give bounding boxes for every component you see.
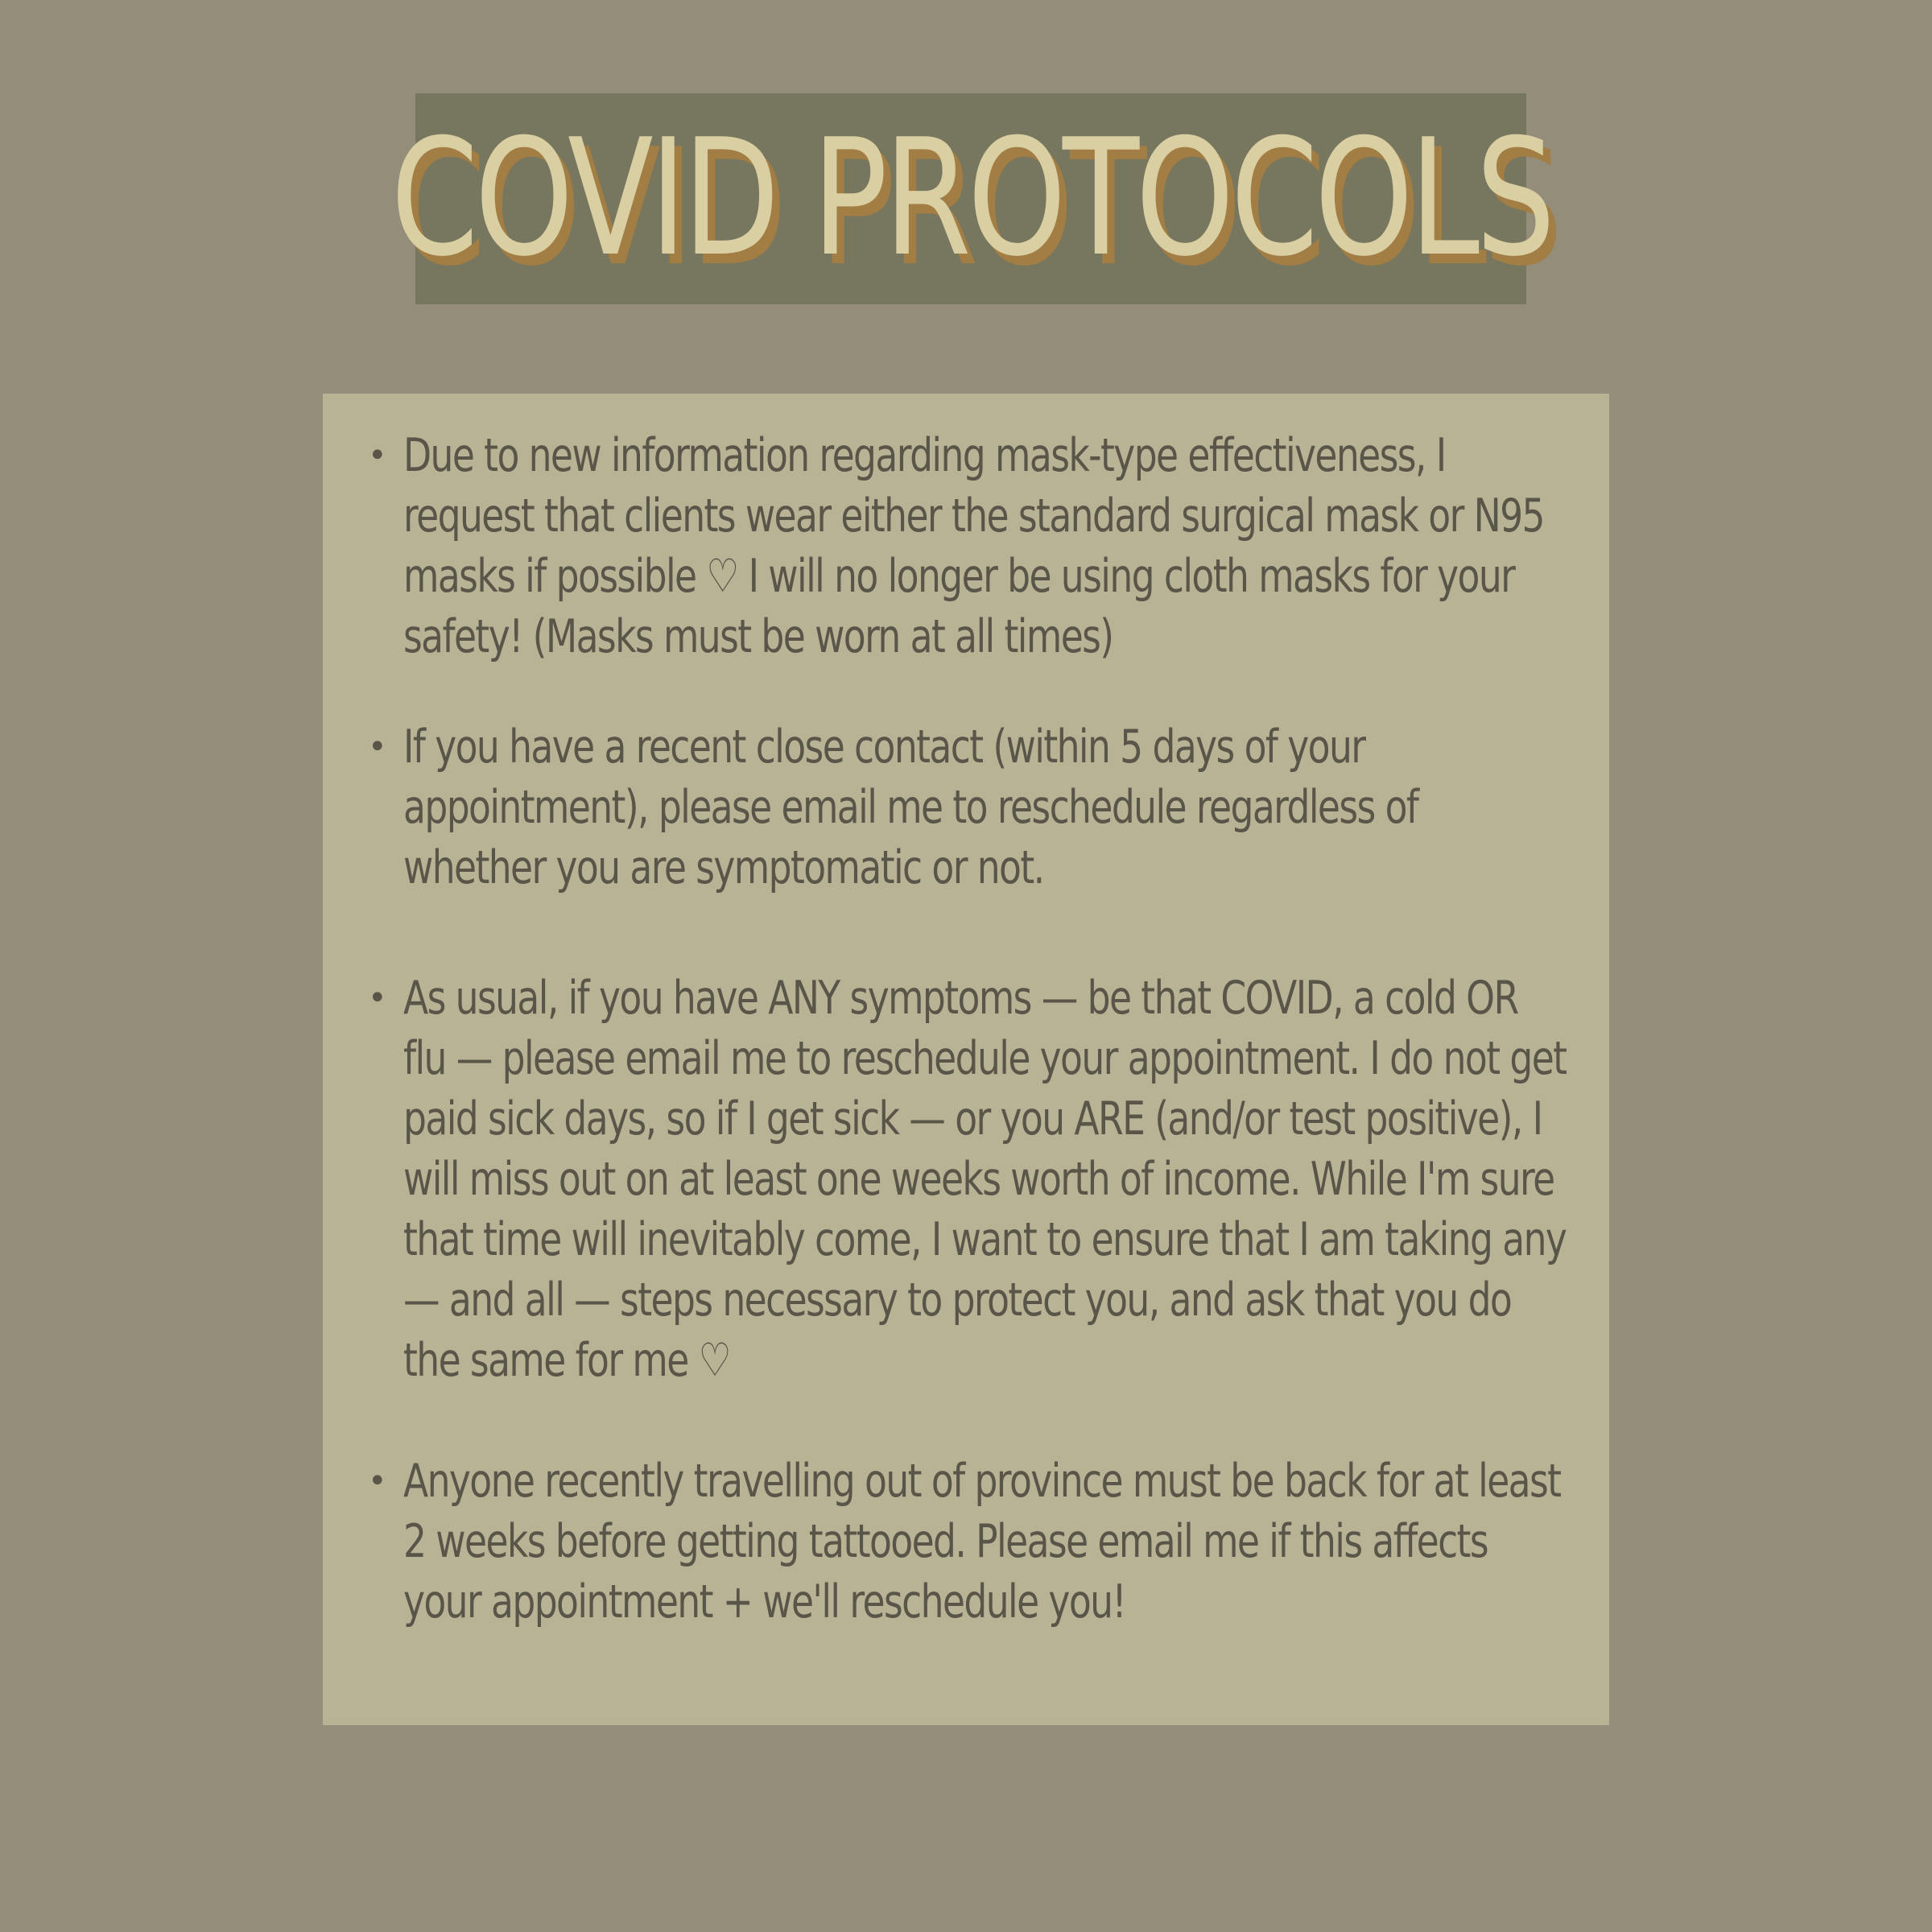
protocol-text: As usual, if you have ANY symptoms — be that COVID, a cold OR flu — please email me to reschedule your appointment. I do not get paid sick days, so if I get sick — or you ARE (and/or test positive), I will miss out on at least one weeks worth of income. While I'm sure that time will inevitably come, I want to ensure that I am taking any — and all — steps necessary to protect you, and ask that you do the same for me ♡ [403, 972, 1567, 1387]
page-title: COVID PROTOCOLS [390, 105, 1552, 292]
protocol-item-close-contact [368, 717, 1575, 898]
bullet-icon: • [368, 437, 386, 474]
protocol-item-mask-types [368, 426, 1575, 667]
bullet-icon: • [368, 980, 386, 1017]
protocols-list [323, 394, 1609, 1725]
protocol-item-travel [368, 1451, 1575, 1633]
protocols-card [323, 394, 1609, 1725]
title-banner [390, 93, 1552, 304]
protocol-item-symptoms [368, 968, 1575, 1391]
protocol-text: If you have a recent close contact (within 5 days of your appointment), please email me to reschedule regardless of whether you are symptomatic or not. [403, 720, 1418, 894]
bullet-icon: • [368, 1463, 386, 1500]
protocol-text: Anyone recently travelling out of province must be back for at least 2 weeks before getting tattooed. Please email me if this affects your appointment + we'll reschedule you! [403, 1455, 1561, 1629]
protocol-text: Due to new information regarding mask-type effectiveness, I request that clients wear either the standard surgical mask or N95 masks if possible ♡ I will no longer be using cloth masks for your safety! (Masks must be worn at all times) [403, 429, 1544, 663]
bullet-icon: • [368, 729, 386, 766]
